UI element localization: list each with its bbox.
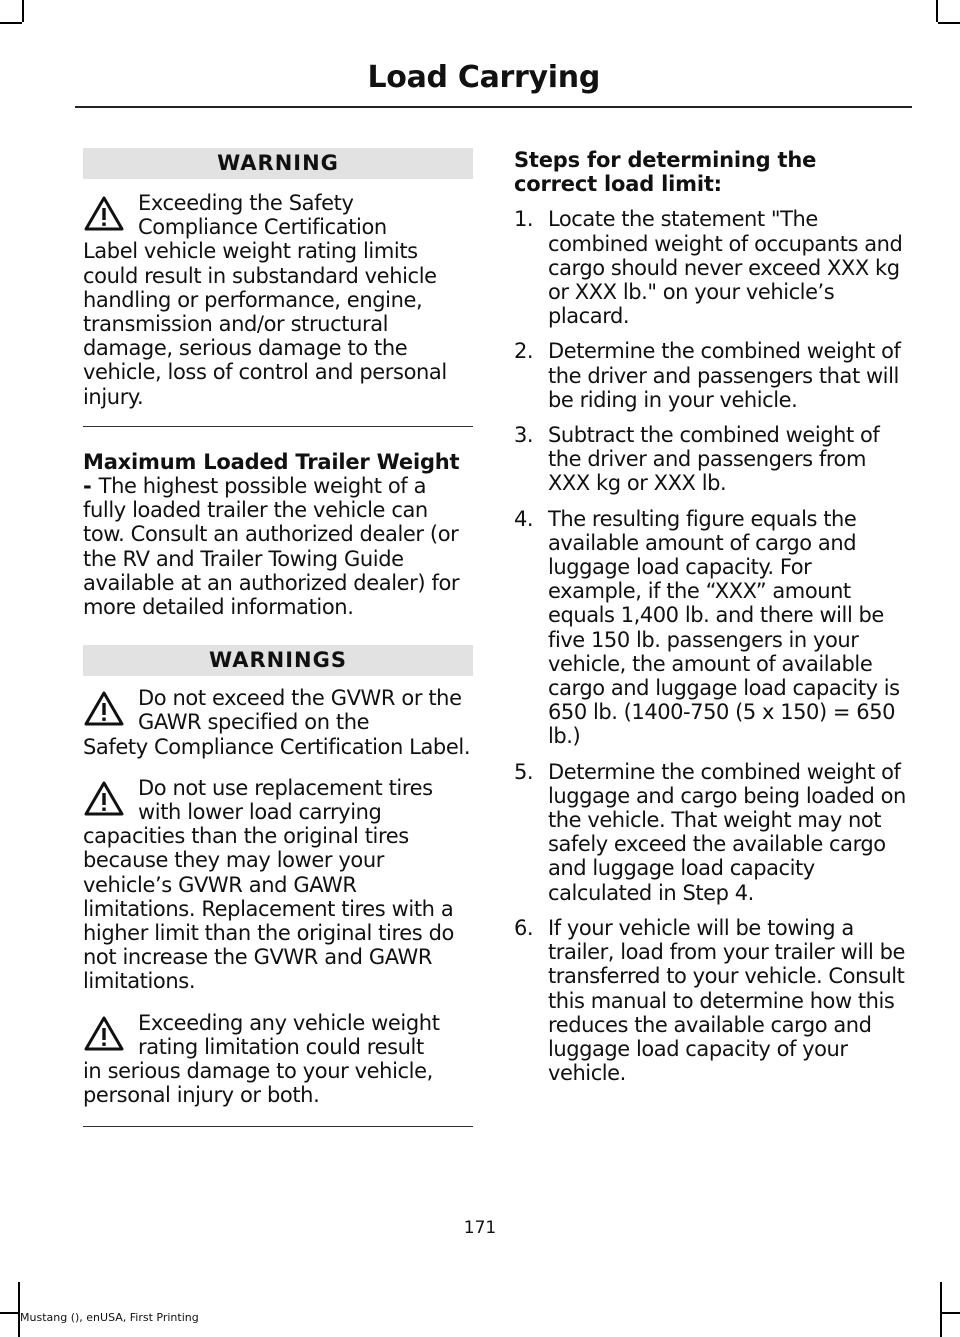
list-item [514, 760, 906, 905]
warning-text: Label vehicle weight rating limits could result in substandard vehicle handling or performance, engine, transmission and/or structural damage, serious damage to the vehicle, loss of control and personal injury. [83, 239, 447, 409]
warning-block [83, 1011, 473, 1108]
crop-mark [942, 1312, 960, 1314]
steps-list [514, 207, 906, 1085]
step-number: 1. [514, 207, 534, 232]
step-number: 4. [514, 506, 534, 531]
crop-mark [18, 1282, 20, 1337]
warning-text: capacities than the original tires because they may lower your vehicle’s GVWR and GAWR limitations. Replacement tires with a higher limit than the original tires do not increase the GVWR and GAWR limitations. [83, 824, 454, 994]
warning-block [83, 191, 473, 409]
steps-heading: Steps for determining the correct load limit: [514, 148, 817, 197]
definition-paragraph [83, 450, 473, 619]
warning-text: in serious damage to your vehicle, personal injury or both. [83, 1059, 433, 1108]
section-rule [83, 1126, 473, 1127]
left-column [83, 148, 473, 1127]
crop-mark [936, 0, 938, 22]
step-number: 2. [514, 339, 534, 364]
warning-text-first: Exceeding any vehicle weight rating limitation could result [138, 1010, 440, 1059]
list-item [514, 507, 906, 749]
warning-text-first: Do not exceed the GVWR or the GAWR specified on the [138, 686, 462, 735]
warning-heading: WARNING [83, 148, 473, 179]
warnings-heading: WARNINGS [83, 645, 473, 676]
list-item [514, 339, 906, 412]
step-number: 3. [514, 423, 534, 448]
crop-mark [938, 22, 960, 24]
list-item [514, 916, 906, 1085]
warning-block [83, 686, 473, 759]
warning-text-first: Do not use replacement tires with lower load carrying [138, 775, 433, 825]
step-text: The resulting figure equals the available amount of cargo and luggage load capacity. For example, if the “XXX” amount equals 1,400 lb. and there will be five 150 lb. passengers in your vehicle, the amount of available cargo and luggage load capacity is 650 lb. (1400-750 (5 x 150) = 650 lb.) [548, 506, 900, 749]
crop-mark [0, 1312, 18, 1314]
warning-triangle-icon [83, 780, 125, 818]
step-text: Determine the combined weight of the driver and passengers that will be riding in your vehicle. [548, 339, 901, 412]
step-number: 5. [514, 759, 534, 784]
warning-triangle-icon [83, 1015, 125, 1053]
crop-mark [0, 22, 22, 24]
warning-triangle-icon [83, 690, 125, 728]
step-text: Subtract the combined weight of the driver and passengers from XXX kg or XXX lb. [548, 423, 880, 496]
list-item [514, 207, 906, 328]
warning-text: Safety Compliance Certification Label. [83, 734, 471, 759]
header-rule [75, 106, 912, 108]
warning-block [83, 776, 473, 994]
definition-text: The highest possible weight of a fully loaded trailer the vehicle can tow. Consult an authorized dealer (or the RV and Trailer Towing Guide available at an authorized dealer) for more detailed information. [83, 474, 460, 620]
step-number: 6. [514, 915, 534, 940]
warning-triangle-icon [83, 195, 125, 233]
page-header-title: Load Carrying [367, 60, 600, 95]
step-text: Determine the combined weight of luggage and cargo being loaded on the vehicle. That weight may not safely exceed the available cargo and luggage load capacity calculated in Step 4. [548, 759, 906, 905]
edition-footer: Mustang (), enUSA, First Printing [20, 1311, 199, 1324]
step-text: If your vehicle will be towing a trailer, load from your trailer will be transferred to your vehicle. Consult this manual to determine how this reduces the available cargo and luggage load capacity of your vehicle. [548, 915, 905, 1086]
page-number: 171 [463, 1218, 497, 1238]
warning-text-first: Exceeding the Safety Compliance Certification [138, 191, 387, 240]
step-text: Locate the statement "The combined weight of occupants and cargo should never exceed XXX kg or XXX lb." on your vehicle’s placard. [548, 207, 903, 329]
right-column [514, 148, 906, 1085]
crop-mark [940, 1282, 942, 1337]
section-rule [83, 426, 473, 427]
definition-term: Maximum Loaded Trailer Weight - [83, 449, 460, 499]
crop-mark [22, 0, 24, 22]
list-item [514, 423, 906, 496]
